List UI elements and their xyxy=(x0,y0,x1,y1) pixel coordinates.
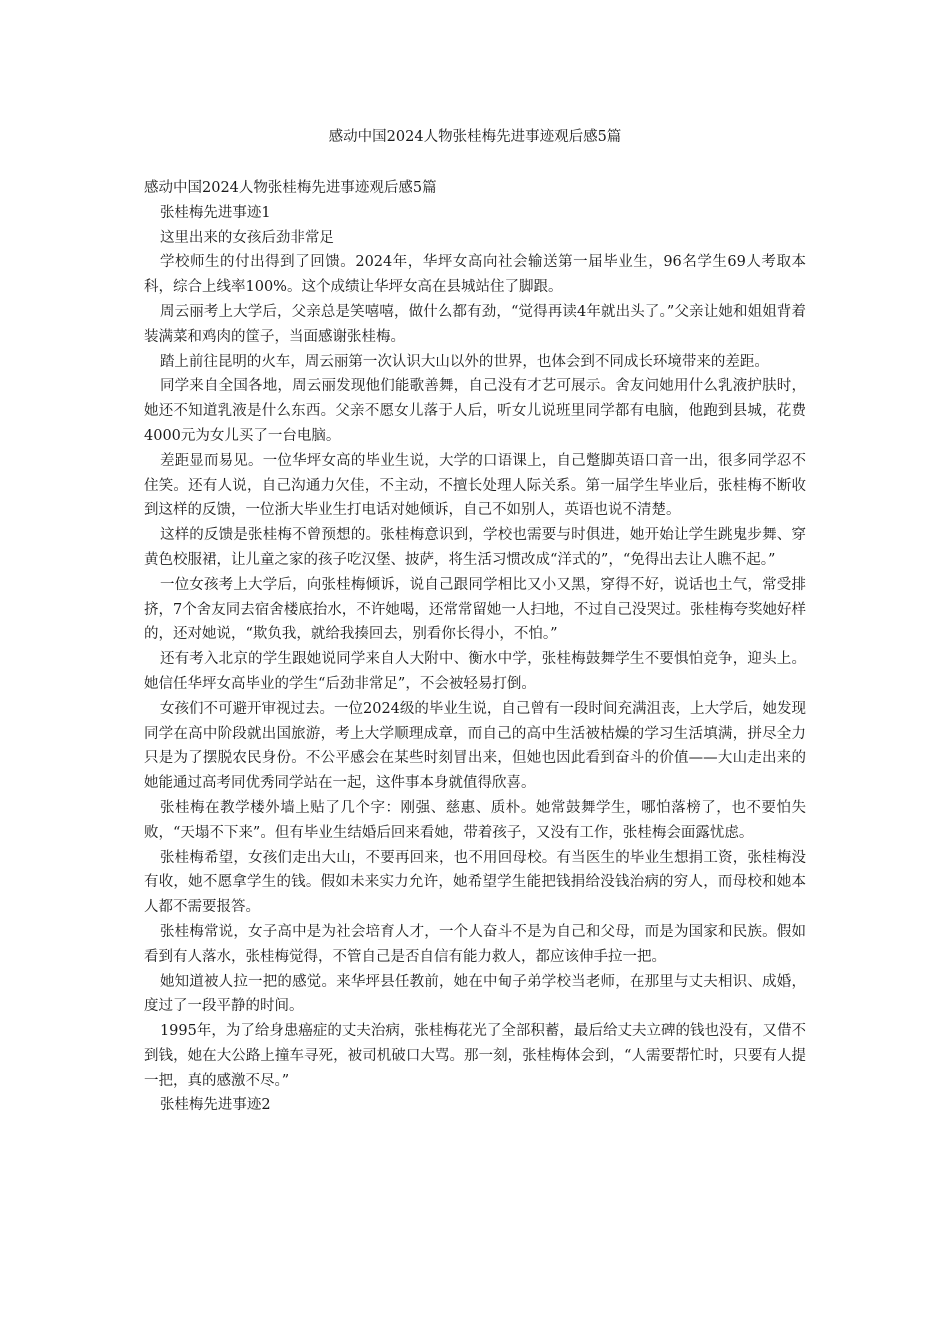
body-paragraph: 张桂梅常说，女子高中是为社会培育人才，一个人奋斗不是为自己和父母，而是为国家和民族。假如看到有人落水，张桂梅觉得，不管自己是否自信有能力救人，都应该伸手拉一把。 xyxy=(144,923,806,965)
document-title: 感动中国2024人物张桂梅先进事迹观后感5篇 xyxy=(328,129,622,145)
body-paragraph: 差距显而易见。一位华坪女高的毕业生说，大学的口语课上，自己蹩脚英语口音一出，很多同学忍不住笑。还有人说，自己沟通力欠佳，不主动，不擅长处理人际关系。第一届学生毕业后，张桂梅不断收到这样的反馈，一位浙大毕业生打电话对她倾诉，自己不如别人，英语也说不清楚。 xyxy=(144,452,806,519)
body-paragraph: 还有考入北京的学生跟她说同学来自人大附中、衡水中学，张桂梅鼓舞学生不要惧怕竞争，迎头上。她信任华坪女高毕业的学生“后劲非常足”，不会被轻易打倒。 xyxy=(144,651,806,692)
body-paragraph: 张桂梅希望，女孩们走出大山，不要再回来，也不用回母校。有当医生的毕业生想捐工资，张桂梅没有收，她不愿拿学生的钱。假如未来实力允许，她希望学生能把钱捐给没钱治病的穷人，而母校和她本人都不需要报答。 xyxy=(144,849,806,916)
body-paragraph: 这样的反馈是张桂梅不曾预想的。张桂梅意识到，学校也需要与时俱进，她开始让学生跳鬼步舞、穿黄色校服裙，让儿童之家的孩子吃汉堡、披萨，将生活习惯改成“洋式的”，“免得出去让人瞧不起。” xyxy=(144,527,806,568)
article-heading: 这里出来的女孩后劲非常足 xyxy=(159,229,334,246)
body-paragraph: 张桂梅在教学楼外墙上贴了几个字：刚强、慈惠、质朴。她常鼓舞学生，哪怕落榜了，也不要怕失败，“天塌不下来”。但有毕业生结婚后回来看她，带着孩子，又没有工作，张桂梅会面露忧虑。 xyxy=(144,799,806,841)
body-paragraph: 女孩们不可避开审视过去。一位2024级的毕业生说，自己曾有一段时间充满沮丧，上大学后，她发现同学在高中阶段就出国旅游，考上大学顺理成章，而自己的高中生活被枯燥的学习生活填满，拼尽全力只是为了摆脱农民身份。不公平感会在某些时刻冒出来，但她也因此看到奋斗的价值——大山走出来的她能通过高考同优秀同学站在一起，这件事本身就值得欣喜。 xyxy=(144,700,806,792)
body-paragraph: 同学来自全国各地，周云丽发现他们能歌善舞，自己没有才艺可展示。舍友问她用什么乳液护肤时，她还不知道乳液是什么东西。父亲不愿女儿落于人后，听女儿说班里同学都有电脑，他跑到县城，花费4000元为女儿买了一台电脑。 xyxy=(144,378,806,444)
section-heading: 张桂梅先进事迹2 xyxy=(159,1097,271,1114)
document-subtitle: 感动中国2024人物张桂梅先进事迹观后感5篇 xyxy=(144,180,437,196)
body-paragraph: 一位女孩考上大学后，向张桂梅倾诉，说自己跟同学相比又小又黑，穿得不好，说话也土气，常受排挤，7个舍友同去宿舍楼底抬水，不许她喝，还常常留她一人扫地，不过自己没哭过。张桂梅夸奖她好样的，还对她说，“欺负我，就给我揍回去，别看你长得小，不怕。” xyxy=(144,576,806,643)
body-paragraph: 踏上前往昆明的火车，周云丽第一次认识大山以外的世界，也体会到不同成长环境带来的差距。 xyxy=(159,353,769,370)
body-paragraph: 学校师生的付出得到了回馈。2024年，华坪女高向社会输送第一届毕业生，96名学生69人考取本科，综合上线率100%。这个成绩让华坪女高在县城站住了脚跟。 xyxy=(144,254,806,296)
section-heading: 张桂梅先进事迹1 xyxy=(159,204,271,221)
body-paragraph: 1995年，为了给身患癌症的丈夫治病，张桂梅花光了全部积蓄，最后给丈夫立碑的钱也没有，又借不到钱，她在大公路上撞车寻死，被司机破口大骂。那一刻，张桂梅体会到，“人需要帮忙时，只要有人提一把，真的感激不尽。” xyxy=(144,1023,806,1089)
body-paragraph: 她知道被人拉一把的感觉。来华坪县任教前，她在中甸子弟学校当老师，在那里与丈夫相识、成婚，度过了一段平静的时间。 xyxy=(144,973,806,1015)
document-body xyxy=(144,176,806,1118)
body-paragraph: 周云丽考上大学后，父亲总是笑嘻嘻，做什么都有劲，“觉得再读4年就出头了。”父亲让她和姐姐背着装满菜和鸡肉的筐子，当面感谢张桂梅。 xyxy=(144,303,806,345)
